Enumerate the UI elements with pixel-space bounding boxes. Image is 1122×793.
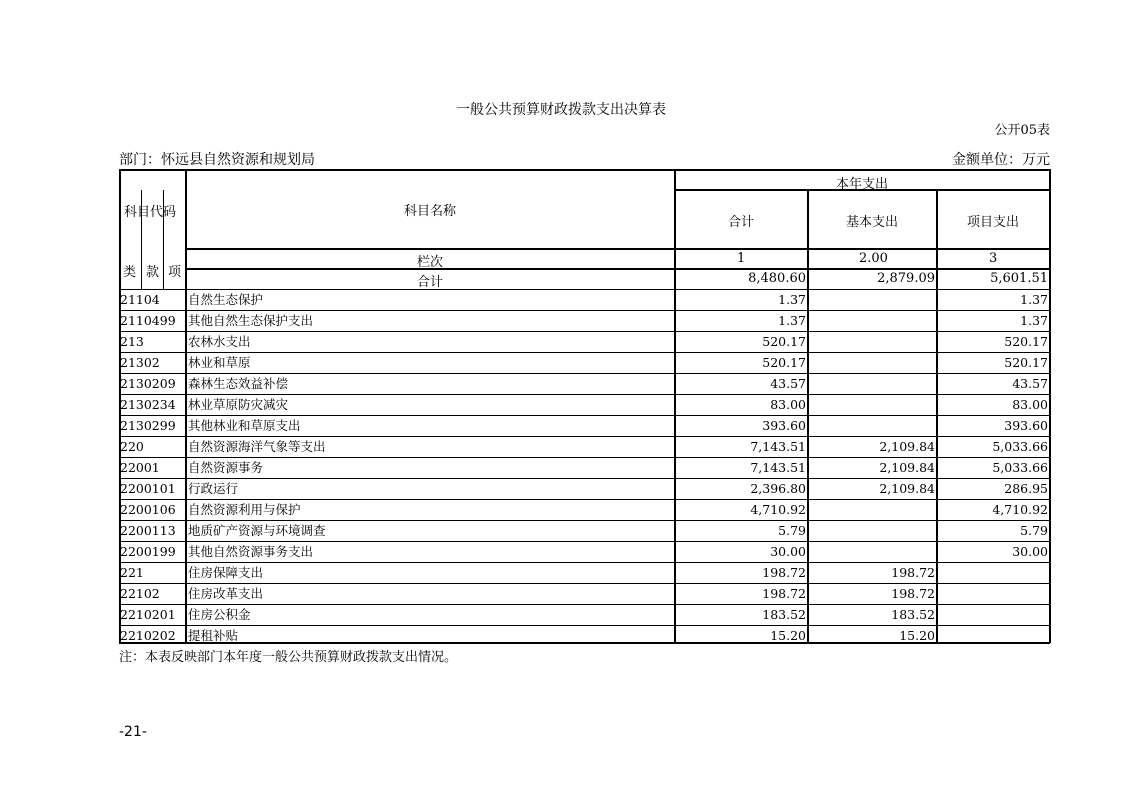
table-row [0, 563, 1122, 584]
row-total: 7,143.51 [750, 460, 806, 475]
row-subject-name: 住房保障支出 [188, 565, 264, 580]
row-total: 393.60 [762, 418, 806, 433]
header-code-section: 款 [146, 265, 160, 280]
row-subject-name: 行政运行 [188, 481, 239, 496]
row-project: 520.17 [1004, 355, 1048, 370]
row-project: 4,710.92 [992, 502, 1048, 517]
row-code: 221 [120, 565, 144, 580]
row-total: 30.00 [770, 544, 806, 559]
row-basic: 2,109.84 [879, 481, 935, 496]
row-code: 22001 [120, 460, 160, 475]
row-subject-name: 地质矿产资源与环境调查 [188, 523, 326, 538]
header-code-item: 项 [168, 265, 182, 280]
row-code: 213 [120, 334, 144, 349]
row-subject-name: 自然资源利用与保护 [188, 502, 301, 517]
table-title: 一般公共预算财政拨款支出决算表 [456, 102, 666, 118]
column-number-3: 3 [989, 251, 998, 266]
row-subject-name: 林业和草原 [188, 355, 251, 370]
row-code: 2200199 [120, 544, 176, 559]
header-subject-name: 科目名称 [403, 204, 456, 219]
row-code: 2210202 [120, 628, 176, 643]
row-total: 5.79 [778, 523, 806, 538]
row-project: 1.37 [1020, 292, 1048, 307]
row-subject-name: 其他自然生态保护支出 [188, 313, 314, 328]
row-subject-name: 住房改革支出 [188, 586, 264, 601]
row-basic: 15.20 [899, 628, 935, 643]
row-project: 43.57 [1012, 376, 1048, 391]
row-subject-name: 其他林业和草原支出 [188, 418, 301, 433]
row-code: 2210201 [120, 607, 176, 622]
row-subject-name: 农林水支出 [188, 334, 251, 349]
row-total: 520.17 [762, 334, 806, 349]
row-total: 183.52 [762, 607, 806, 622]
row-total: 520.17 [762, 355, 806, 370]
row-project: 5,033.66 [992, 460, 1048, 475]
row-subject-name: 其他自然资源事务支出 [188, 544, 314, 559]
table-row [0, 353, 1122, 374]
table-top-border [119, 169, 1050, 171]
header-code-class: 类 [123, 265, 137, 280]
row-total: 198.72 [762, 586, 806, 601]
row-total: 83.00 [770, 397, 806, 412]
row-code: 22102 [120, 586, 160, 601]
header-total: 合计 [727, 215, 754, 230]
row-basic: 198.72 [891, 565, 935, 580]
table-note: 注：本表反映部门本年度一般公共预算财政拨款支出情况。 [119, 650, 458, 665]
row-code: 2130299 [120, 418, 176, 433]
column-number-2: 2.00 [859, 251, 888, 266]
table-row [0, 521, 1122, 542]
total-row-label: 合计 [416, 275, 443, 290]
row-subject-name: 住房公积金 [188, 607, 251, 622]
row-subject-name: 林业草原防灾减灾 [188, 397, 289, 412]
row-total: 7,143.51 [750, 439, 806, 454]
table-row [0, 437, 1122, 458]
page-number: -21- [119, 724, 147, 740]
table-row [0, 311, 1122, 332]
table-row [0, 416, 1122, 437]
header-divider-columns [186, 248, 1050, 250]
row-project: 1.37 [1020, 313, 1048, 328]
row-project: 393.60 [1004, 418, 1048, 433]
row-code: 21302 [120, 355, 160, 370]
table-row [0, 500, 1122, 521]
row-total: 2,396.80 [750, 481, 806, 496]
table-row [0, 458, 1122, 479]
row-subject-name: 自然资源事务 [188, 460, 264, 475]
row-subject-name: 自然生态保护 [188, 292, 264, 307]
table-row [0, 332, 1122, 353]
table-row [0, 290, 1122, 311]
table-row [0, 479, 1122, 500]
row-code: 2200101 [120, 481, 176, 496]
header-code-group: 科目代码 [124, 205, 177, 220]
column-number-label: 栏次 [416, 255, 443, 270]
row-subject-name: 自然资源海洋气象等支出 [188, 439, 326, 454]
header-basic-expense: 基本支出 [845, 215, 898, 230]
row-code: 2200106 [120, 502, 176, 517]
row-total: 198.72 [762, 565, 806, 580]
row-code: 2130209 [120, 376, 176, 391]
row-code: 2130234 [120, 397, 176, 412]
amount-unit-label: 金额单位：万元 [952, 152, 1050, 168]
header-year-expense: 本年支出 [835, 177, 888, 192]
row-code: 220 [120, 439, 144, 454]
row-code: 2200113 [120, 523, 176, 538]
total-row-basic: 2,879.09 [877, 271, 935, 286]
row-project: 83.00 [1012, 397, 1048, 412]
row-project: 30.00 [1012, 544, 1048, 559]
row-total: 43.57 [770, 376, 806, 391]
row-subject-name: 森林生态效益补偿 [188, 376, 289, 391]
table-row [0, 542, 1122, 563]
row-code: 21104 [120, 292, 160, 307]
row-subject-name: 提租补贴 [188, 628, 239, 643]
row-project: 286.95 [1004, 481, 1048, 496]
row-total: 4,710.92 [750, 502, 806, 517]
row-code: 2110499 [120, 313, 176, 328]
row-project: 5.79 [1020, 523, 1048, 538]
table-row [0, 605, 1122, 626]
row-basic: 198.72 [891, 586, 935, 601]
row-project: 520.17 [1004, 334, 1048, 349]
department-label: 部门：怀远县自然资源和规划局 [119, 152, 315, 168]
table-row [0, 374, 1122, 395]
row-basic: 183.52 [891, 607, 935, 622]
total-row-total: 8,480.60 [748, 271, 806, 286]
row-project: 5,033.66 [992, 439, 1048, 454]
row-total: 1.37 [778, 313, 806, 328]
row-total: 1.37 [778, 292, 806, 307]
row-basic: 2,109.84 [879, 439, 935, 454]
form-number: 公开05表 [994, 123, 1050, 138]
row-basic: 2,109.84 [879, 460, 935, 475]
header-project-expense: 项目支出 [966, 215, 1019, 230]
table-bottom-border [119, 642, 1050, 644]
column-number-1: 1 [737, 251, 746, 266]
table-row [0, 395, 1122, 416]
total-row-project: 5,601.51 [990, 271, 1048, 286]
table-row [0, 584, 1122, 605]
row-total: 15.20 [770, 628, 806, 643]
